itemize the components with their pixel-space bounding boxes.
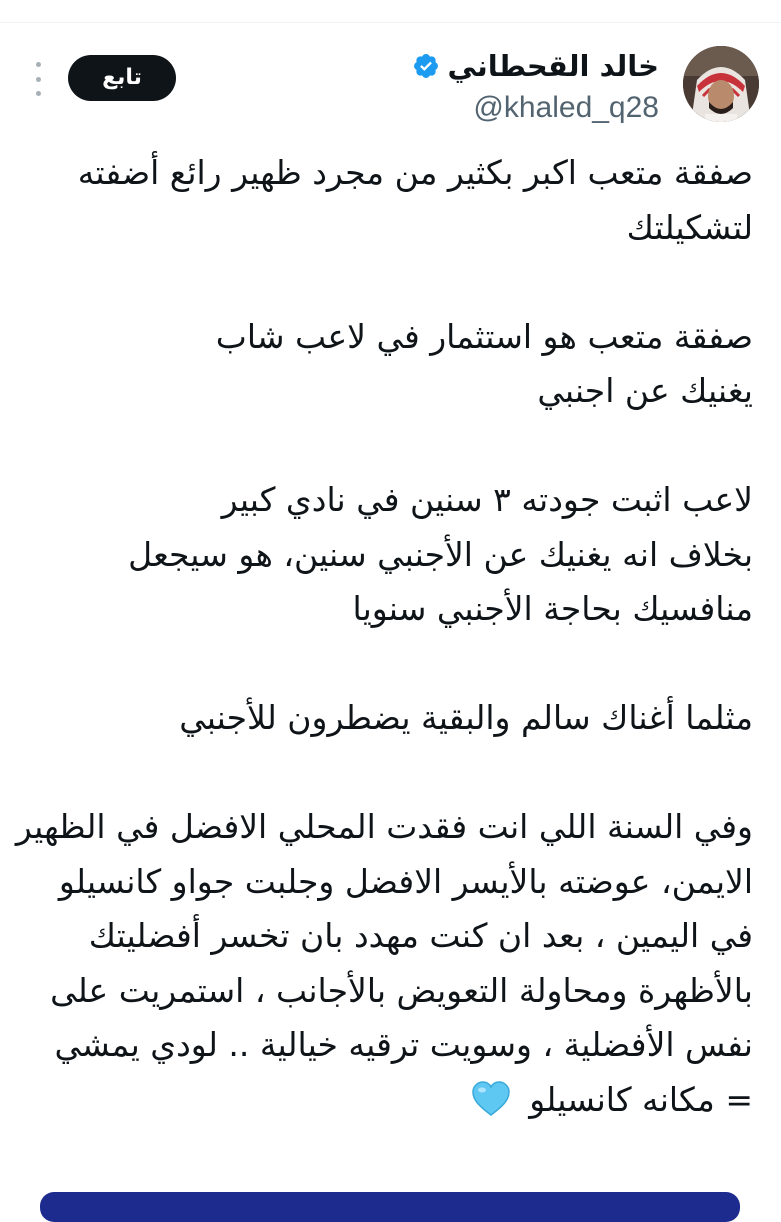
tweet-line: صفقة متعب اكبر بكثير من مجرد ظهير رائع أضفته — [77, 153, 753, 192]
tweet-line: بالأظهرة ومحاولة التعويض بالأجانب ، استمريت على — [50, 970, 753, 1010]
tweet-last-line-text: = مكانه كانسيلو — [529, 1079, 753, 1119]
tweet-blank-line — [23, 746, 753, 801]
tweet-blank-line — [23, 255, 753, 310]
display-name[interactable]: خالد القحطاني — [447, 49, 659, 83]
tweet-line: لتشكيلتك — [626, 207, 753, 247]
tweet-line: مثلما أغناك سالم والبقية يضطرون للأجنبي — [179, 698, 753, 737]
more-dot — [36, 91, 41, 96]
top-divider — [0, 22, 781, 23]
tweet-last-line — [23, 1073, 753, 1128]
tweet-text — [15, 146, 753, 1127]
tweet-line: منافسيك بحاجة الأجنبي سنويا — [352, 589, 753, 628]
tweet-line: صفقة متعب هو استثمار في لاعب شاب — [215, 316, 753, 356]
tweet-line: في اليمين ، بعد ان كنت مهدد بان تخسر أفضليتك — [88, 916, 753, 955]
tweet-line: الايمن، عوضته بالأيسر الافضل وجلبت جواو كانسيلو — [58, 861, 753, 901]
avatar[interactable] — [683, 46, 759, 122]
more-dot — [36, 77, 41, 82]
user-info — [329, 46, 659, 128]
name-row — [329, 46, 659, 86]
light-blue-heart-icon — [471, 1081, 511, 1117]
tweet-line: نفس الأفضلية ، وسويت ترقيه خيالية .. لودي يمشي — [54, 1025, 753, 1064]
tweet-line: يغنيك عن اجنبي — [537, 371, 753, 410]
tweet-blank-line — [23, 637, 753, 692]
tweet-line: بخلاف انه يغنيك عن الأجنبي سنين، هو سيجعل — [128, 534, 753, 574]
tweet-line: وفي السنة اللي انت فقدت المحلي الافضل في الظهير — [15, 807, 753, 846]
avatar-image — [683, 46, 759, 122]
follow-button[interactable]: تابع — [68, 55, 176, 101]
user-handle[interactable]: @khaled_q28 — [473, 91, 659, 124]
more-dot — [36, 62, 41, 67]
more-options-icon[interactable] — [26, 62, 50, 96]
bottom-bar — [40, 1192, 740, 1222]
tweet-blank-line — [23, 419, 753, 474]
tweet-line: لاعب اثبت جودته ٣ سنين في نادي كبير — [221, 480, 753, 519]
verified-badge-icon — [412, 52, 440, 80]
tweet-header — [0, 42, 781, 132]
